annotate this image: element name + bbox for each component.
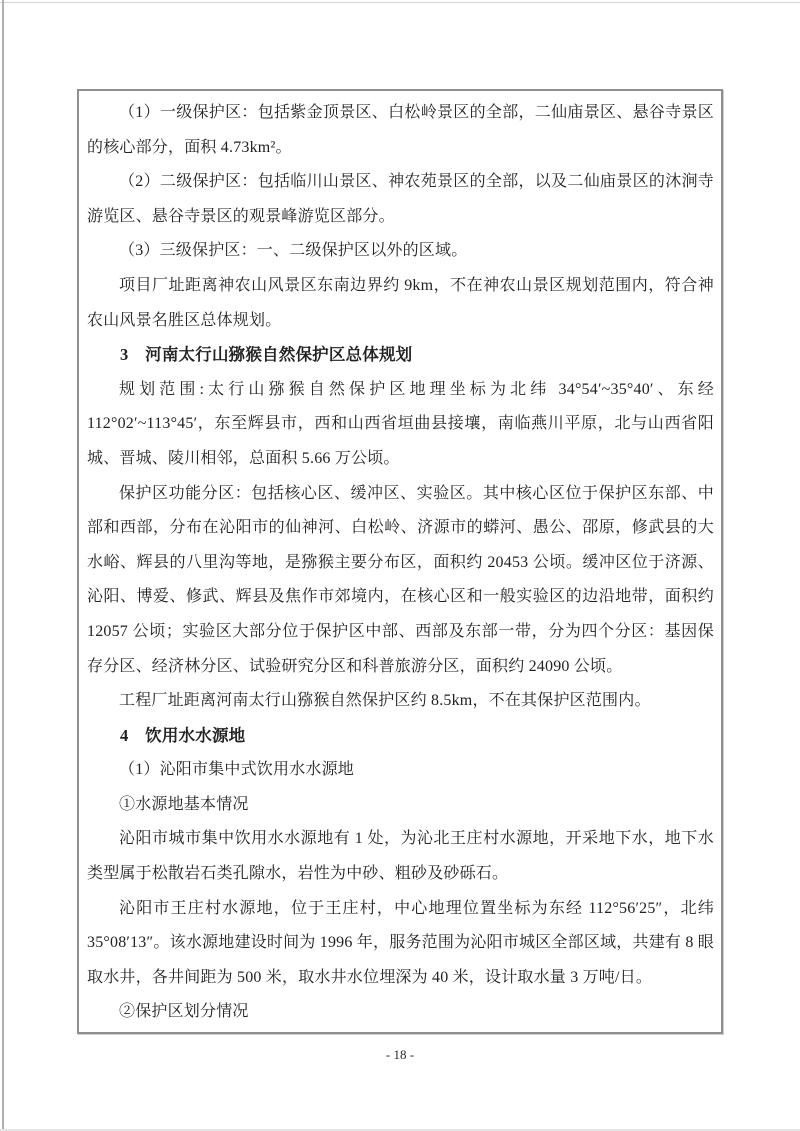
section-heading-3-macaque-reserve: 3 河南太行山猕猴自然保护区总体规划 bbox=[120, 345, 413, 365]
page-left-edge-line bbox=[2, 0, 4, 1131]
paragraph-protection-zone-1: （1）一级保护区：包括紫金顶景区、白松岭景区的全部，二仙庙景区、悬谷寺景区的核心部分，面积 4.73km²。 bbox=[87, 104, 714, 156]
paragraph-site-distance-reserve: 工程厂址距离河南太行山猕猴自然保护区约 8.5km，不在其保护区范围内。 bbox=[119, 692, 651, 710]
paragraph-basic-situation-label: ①水源地基本情况 bbox=[119, 795, 249, 813]
paragraph-site-distance-shennong: 项目厂址距离神农山风景区东南边界约 9km，不在神农山景区规划范围内，符合神农山风景名胜区总体规划。 bbox=[87, 276, 714, 329]
paragraph-protection-zone-2: （2）二级保护区：包括临川山景区、神农苑景区的全部，以及二仙庙景区的沐涧寺游览区、悬谷寺景区的观景峰游览区部分。 bbox=[87, 173, 714, 225]
paragraph-zone-division-label: ②保护区划分情况 bbox=[119, 1003, 249, 1021]
paragraph-functional-zoning: 保护区功能分区：包括核心区、缓冲区、实验区。其中核心区位于保护区东部、中部和西部，分布在沁阳市的仙神河、白松岭、济源市的蟒河、愚公、邵原，修武县的大水峪、辉县的八里沟等地，是猕猴主要分布区，面积约 20453 公顷。缓冲区位于济源、沁阳、博爱、修武、辉县及焦作市郊境内，在核心区和一般实验区的边沿地带，面积约 12057 公顷；实验区大部分位于保护区中部、西部及东部一带，分为四个分区：基因保存分区、经济林分区、试验研究分区和科普旅游分区，面积约 24090 公顷。 bbox=[87, 484, 714, 675]
paragraph-protection-zone-3: （3）三级保护区：一、二级保护区以外的区域。 bbox=[119, 242, 468, 260]
report-text-frame bbox=[77, 89, 723, 1034]
paragraph-qinyang-water-source: （1）沁阳市集中式饮用水水源地 bbox=[119, 761, 355, 779]
page-number: - 18 - bbox=[385, 1047, 415, 1062]
section-heading-4-drinking-water: 4 饮用水水源地 bbox=[120, 725, 246, 745]
paragraph-planning-scope: 规划范围:太行山猕猴自然保护区地理坐标为北纬 34°54′~35°40′、东经 112°02′~113°45′，东至辉县市，西和山西省垣曲县接壤，南临燕川平原，北与山西省阳城、晋城、陵川相邻，总面积 5.66 万公顷。 bbox=[87, 380, 714, 467]
page-top-edge-line bbox=[0, 2, 800, 3]
paragraph-water-source-overview: 沁阳市城市集中饮用水水源地有 1 处，为沁北王庄村水源地，开采地下水，地下水类型属于松散岩石类孔隙水，岩性为中砂、粗砂及砂砾石。 bbox=[87, 830, 714, 883]
paragraph-wangzhuang-details: 沁阳市王庄村水源地，位于王庄村，中心地理位置坐标为东经 112°56′25″，北纬 35°08′13″。该水源地建设时间为 1996 年，服务范围为沁阳市城区全部区域，共建有 8 眼取水井，各井间距为 500 米，取水井水位埋深为 40 米，设计取水量 3 万吨/日。 bbox=[87, 899, 714, 986]
